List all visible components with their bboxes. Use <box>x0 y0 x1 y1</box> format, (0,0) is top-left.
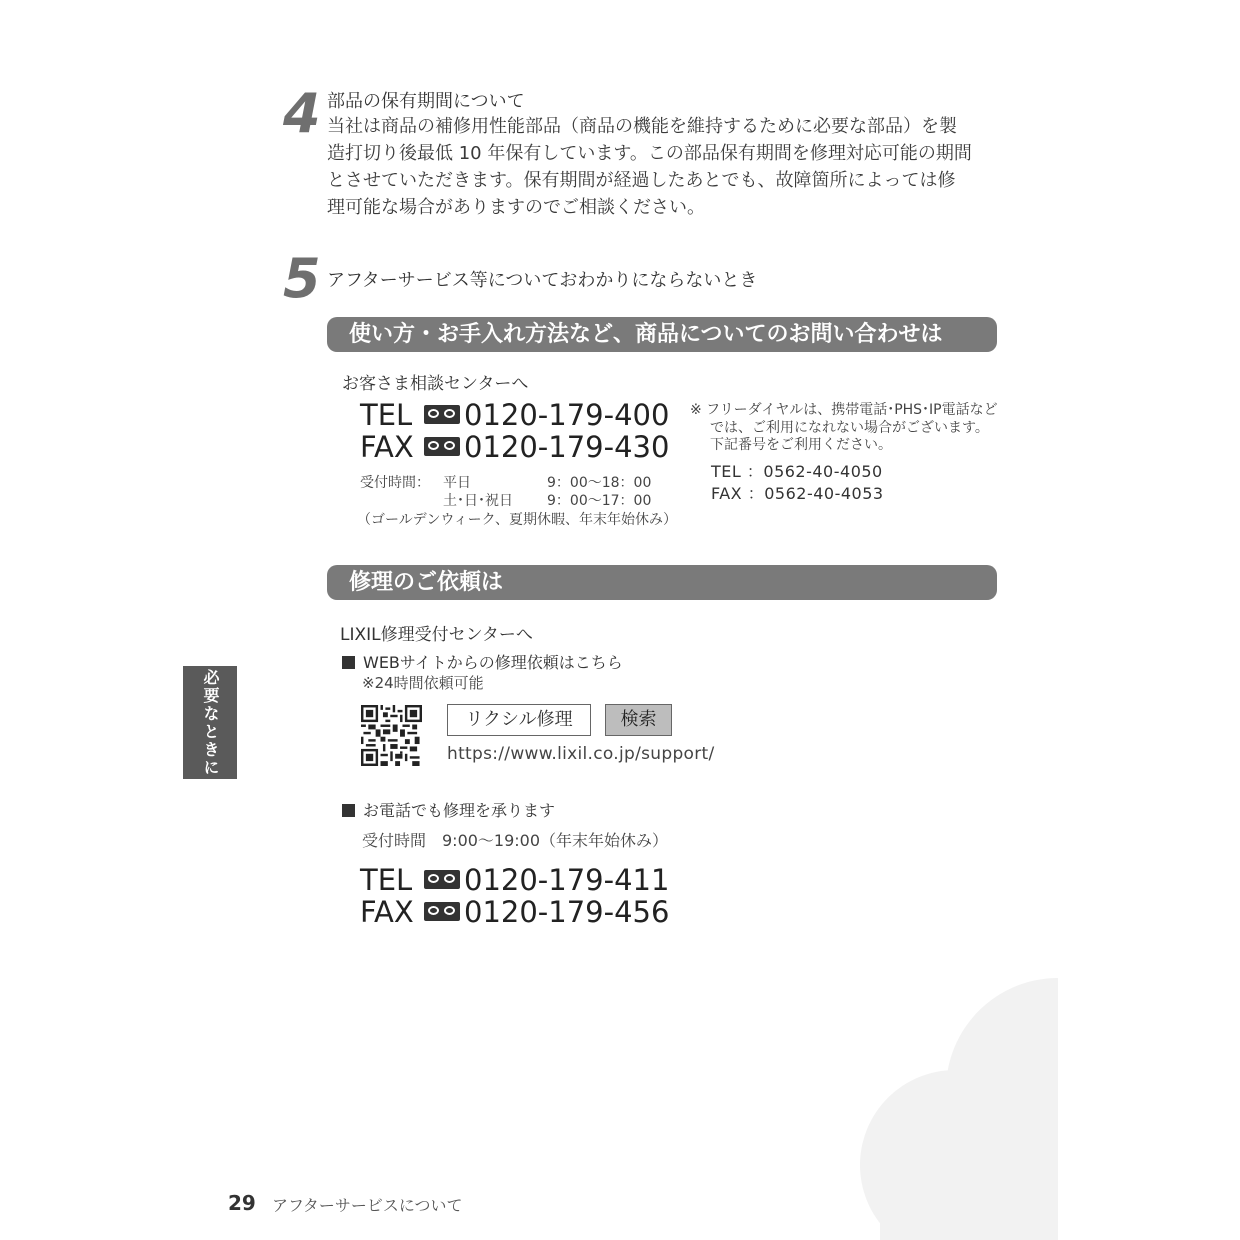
search-input[interactable]: リクシル修理 <box>447 704 591 736</box>
hours-day: 土･日･祝日 <box>443 493 513 509</box>
phone-bullet-text: お電話でも修理を承ります <box>363 801 556 820</box>
section-heading: 部品の保有期間について <box>327 91 525 112</box>
tel-number: 0120-179-411 <box>464 863 670 897</box>
alt-tel: TEL ：0562-40-4050 <box>711 462 883 481</box>
section-heading: アフターサービス等についておわかりにならないとき <box>327 270 758 291</box>
phone-hours: 受付時間 9:00〜19:00（年末年始休み） <box>362 831 669 850</box>
freedial-icon <box>424 405 460 424</box>
inquiry-banner: 使い方・お手入れ方法など、商品についてのお問い合わせは <box>327 317 997 352</box>
repair-center-label: LIXIL修理受付センターへ <box>340 625 533 645</box>
hours-time: 9：00〜18：00 <box>547 475 652 491</box>
side-tab: 必要なときに <box>183 666 237 779</box>
paragraph-line: 造打切り後最低 10 年保有しています。この部品保有期間を修理対応可能の期間 <box>327 143 972 164</box>
support-url-link[interactable]: https://www.lixil.co.jp/support/ <box>447 744 715 764</box>
hours-day: 平日 <box>443 475 471 491</box>
inquiry-tel[interactable] <box>360 398 669 432</box>
paragraph-line: とさせていただきます。保有期間が経過したあとでも、故障箇所によっては修 <box>327 170 956 191</box>
freedial-icon <box>424 902 460 921</box>
hours-label: 受付時間： <box>360 475 430 491</box>
bullet-square-icon <box>342 656 355 669</box>
page-title: アフターサービスについて <box>272 1196 463 1215</box>
qr-code-icon[interactable] <box>361 705 422 766</box>
section-number-4: 4 <box>283 82 321 145</box>
fax-number: 0120-179-430 <box>464 430 670 464</box>
freedial-note: ※ フリーダイヤルは、携帯電話･PHS･IP電話など <box>690 402 998 418</box>
inquiry-center-label: お客さま相談センターへ <box>342 374 529 394</box>
web-bullet <box>342 650 623 673</box>
repair-banner: 修理のご依頼は <box>327 565 997 600</box>
alt-fax: FAX ：0562-40-4053 <box>711 484 884 503</box>
freedial-note: では、ご利用になれない場合がございます。 <box>710 420 989 436</box>
repair-fax <box>360 895 669 929</box>
web-note: ※24時間依頼可能 <box>362 674 484 692</box>
tel-label: TEL <box>360 863 413 897</box>
search-button[interactable]: 検索 <box>605 704 672 736</box>
freedial-icon <box>424 437 460 456</box>
web-bullet-text: WEBサイトからの修理依頼はこちら <box>363 653 623 672</box>
paragraph-line: 当社は商品の補修用性能部品（商品の機能を維持するために必要な部品）を製 <box>327 116 957 137</box>
section-number-5: 5 <box>283 247 321 310</box>
inquiry-fax <box>360 430 669 464</box>
fax-number: 0120-179-456 <box>464 895 670 929</box>
page-number: 29 <box>228 1191 256 1215</box>
phone-bullet <box>342 798 555 821</box>
repair-tel[interactable] <box>360 863 669 897</box>
fax-label: FAX <box>360 895 414 929</box>
freedial-note: 下記番号をご利用ください。 <box>710 437 892 453</box>
fax-label: FAX <box>360 430 414 464</box>
paragraph-line: 理可能な場合がありますのでご相談ください。 <box>327 197 705 218</box>
hours-time: 9：00〜17：00 <box>547 493 652 509</box>
bullet-square-icon <box>342 804 355 817</box>
tel-label: TEL <box>360 398 413 432</box>
freedial-icon <box>424 870 460 889</box>
hours-note: （ゴールデンウィーク、夏期休暇、年末年始休み） <box>357 512 678 528</box>
tel-number: 0120-179-400 <box>464 398 670 432</box>
